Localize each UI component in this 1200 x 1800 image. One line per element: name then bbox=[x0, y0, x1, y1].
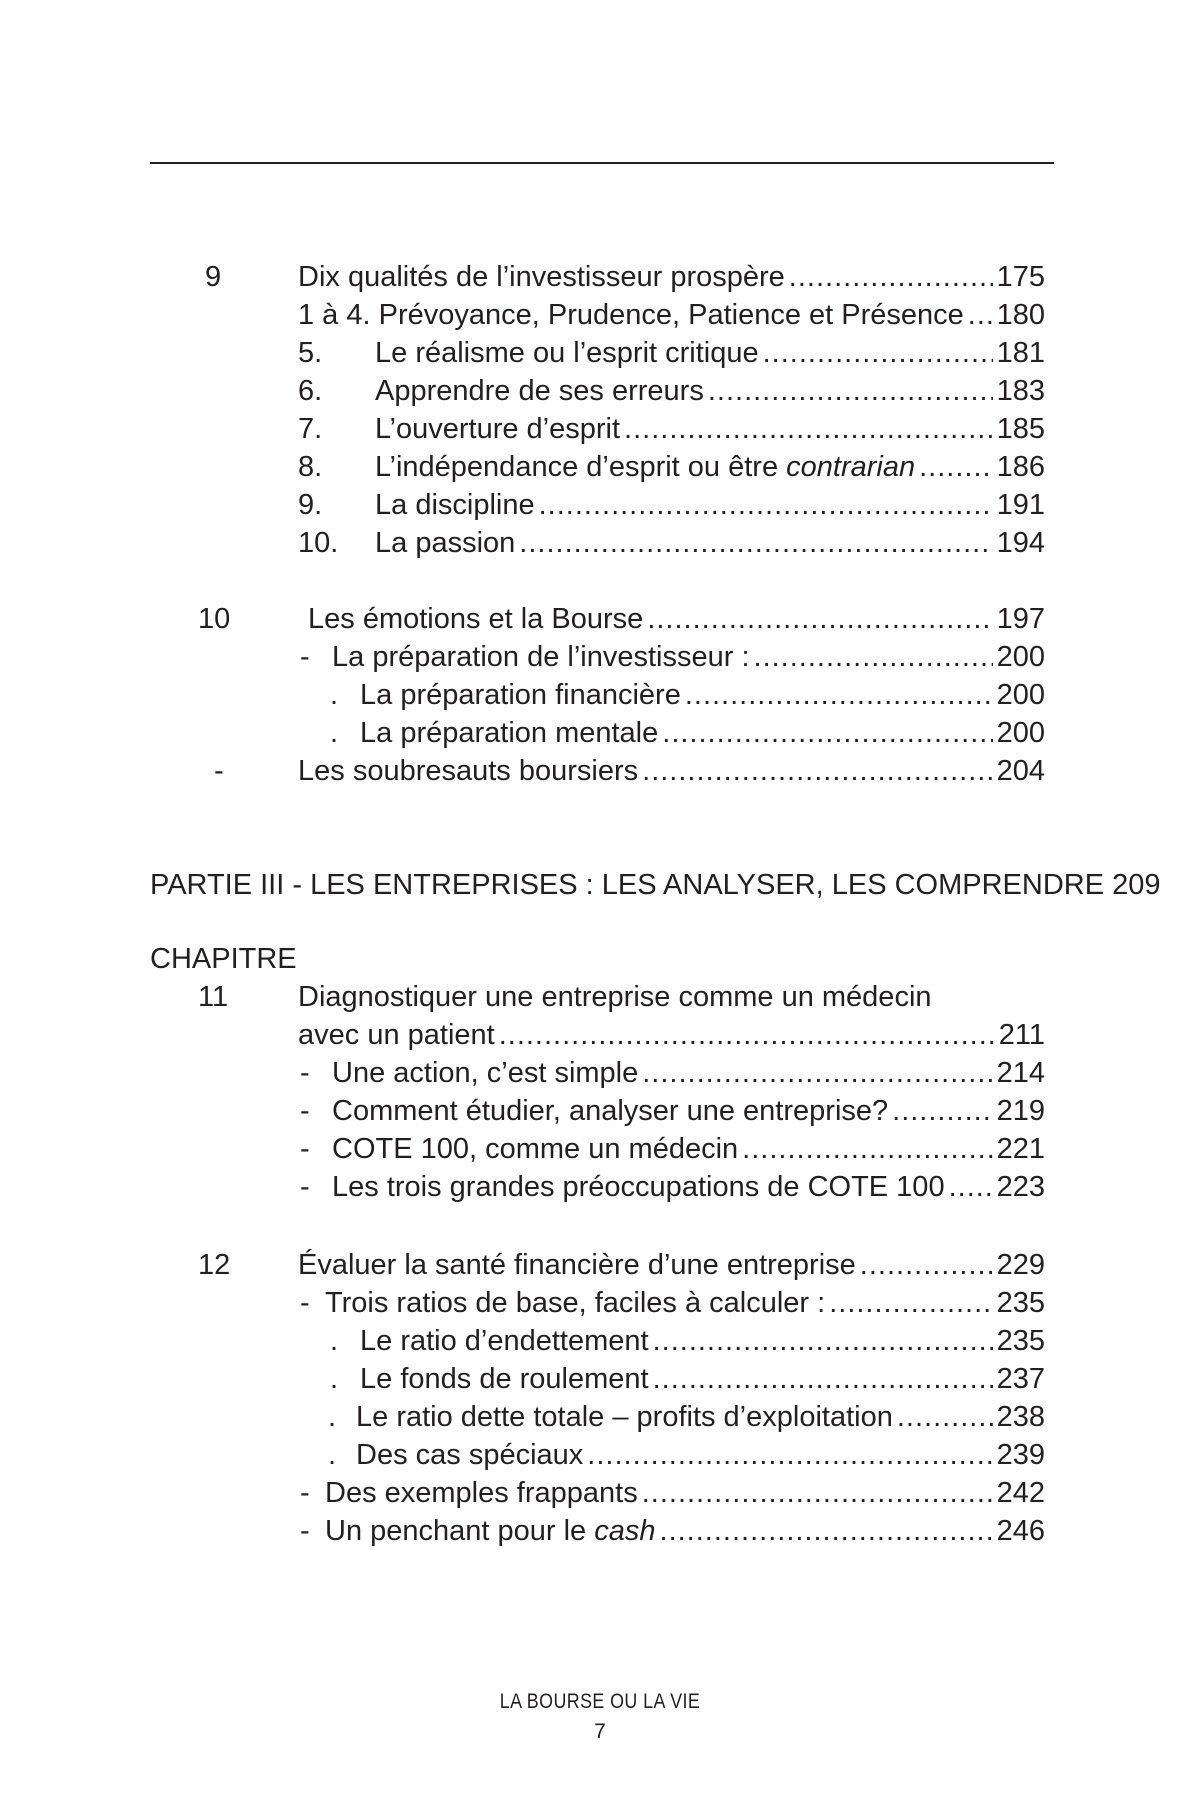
toc-entry-title: La préparation mentale bbox=[360, 717, 659, 749]
toc-entry-page: 200 bbox=[996, 641, 1045, 673]
toc-entry-number: 8. bbox=[298, 451, 323, 483]
toc-entry-11-action[interactable] bbox=[332, 1054, 1045, 1092]
toc-entry-9-10[interactable] bbox=[375, 524, 1045, 562]
toc-entry-number: 7. bbox=[298, 413, 323, 445]
toc-entry-page: 219 bbox=[996, 1095, 1045, 1127]
toc-entry-title: La passion bbox=[375, 527, 516, 559]
toc-entry-chapter-11[interactable] bbox=[298, 1016, 1045, 1054]
toc-entry-title-italic: contrarian bbox=[786, 451, 916, 483]
toc-entry-chapter-10[interactable] bbox=[308, 600, 1045, 638]
toc-entry-9-1[interactable] bbox=[298, 296, 1045, 334]
toc-entry-title bbox=[325, 1512, 656, 1550]
toc-entry-page: 200 bbox=[996, 679, 1045, 711]
dot-leader bbox=[499, 1016, 995, 1054]
dot-leader bbox=[789, 258, 993, 296]
toc-entry-page: 180 bbox=[996, 299, 1045, 331]
toc-entry-page: 214 bbox=[996, 1057, 1045, 1089]
toc-entry-page: 181 bbox=[996, 337, 1045, 369]
toc-entry-marker: - bbox=[300, 1057, 310, 1089]
toc-entry-title: La préparation financière bbox=[360, 679, 681, 711]
toc-entry-11-preoccupations[interactable] bbox=[332, 1168, 1045, 1206]
dot-leader bbox=[653, 1322, 993, 1360]
toc-entry-title: Des exemples frappants bbox=[325, 1477, 638, 1509]
toc-entry-marker: - bbox=[214, 755, 224, 787]
toc-entry-number: 10. bbox=[298, 527, 339, 559]
toc-entry-12-endettement[interactable] bbox=[360, 1322, 1045, 1360]
toc-entry-page: 221 bbox=[996, 1133, 1045, 1165]
footer-book-title: LA BOURSE OU LA VIE bbox=[499, 1690, 701, 1713]
chapitre-label: CHAPITRE bbox=[150, 943, 297, 975]
toc-entry-page: 235 bbox=[996, 1287, 1045, 1319]
dot-leader bbox=[897, 1398, 993, 1436]
toc-entry-page: 235 bbox=[996, 1325, 1045, 1357]
toc-entry-title: Trois ratios de base, faciles à calculer : bbox=[325, 1287, 826, 1319]
toc-entry-title: Des cas spéciaux bbox=[356, 1439, 584, 1471]
toc-entry-10-financiere[interactable] bbox=[360, 676, 1045, 714]
toc-entry-title: Le ratio d’endettement bbox=[360, 1325, 649, 1357]
chapter-10-number: 10 bbox=[198, 603, 231, 635]
toc-entry-marker: - bbox=[300, 1515, 310, 1547]
dot-leader bbox=[685, 676, 993, 714]
toc-entry-page: 185 bbox=[996, 413, 1045, 445]
dot-leader bbox=[919, 448, 993, 486]
toc-entry-title: Les trois grandes préoccupations de COTE 100 bbox=[332, 1171, 945, 1203]
toc-entry-number: 5. bbox=[298, 337, 323, 369]
toc-entry-title: PARTIE III - LES ENTREPRISES : LES ANALYSER, LES COMPRENDRE bbox=[150, 869, 1105, 901]
chapter-9-number: 9 bbox=[205, 261, 222, 293]
toc-entry-title: Les soubresauts boursiers bbox=[298, 755, 639, 787]
toc-entry-9-9[interactable] bbox=[375, 486, 1045, 524]
toc-entry-title: Le fonds de roulement bbox=[360, 1363, 649, 1395]
toc-entry-page: 175 bbox=[996, 261, 1045, 293]
toc-entry-marker: . bbox=[328, 1401, 337, 1433]
toc-entry-title: Le réalisme ou l’esprit critique bbox=[375, 337, 759, 369]
toc-entry-marker: - bbox=[300, 641, 310, 673]
toc-entry-chapter-9[interactable] bbox=[298, 258, 1045, 296]
dot-leader bbox=[624, 410, 993, 448]
dot-leader bbox=[642, 752, 992, 790]
dot-leader bbox=[653, 1360, 993, 1398]
toc-entry-12-cash[interactable] bbox=[325, 1512, 1045, 1550]
dot-leader bbox=[519, 524, 992, 562]
toc-entry-title: La préparation de l’investisseur : bbox=[332, 641, 750, 673]
toc-entry-title: Une action, c’est simple bbox=[332, 1057, 639, 1089]
toc-entry-marker: - bbox=[300, 1133, 310, 1165]
toc-entry-title: 1 à 4. Prévoyance, Prudence, Patience et Présence bbox=[298, 299, 964, 331]
toc-entry-page: 194 bbox=[996, 527, 1045, 559]
dot-leader bbox=[892, 1092, 992, 1130]
toc-entry-page: 229 bbox=[996, 1249, 1045, 1281]
toc-entry-page: 211 bbox=[998, 1019, 1045, 1051]
toc-entry-page: 223 bbox=[996, 1171, 1045, 1203]
toc-entry-marker: - bbox=[300, 1477, 310, 1509]
dot-leader bbox=[708, 372, 993, 410]
toc-entry-10-preparation[interactable] bbox=[332, 638, 1045, 676]
toc-entry-page: 237 bbox=[996, 1363, 1045, 1395]
toc-entry-title: Comment étudier, analyser une entreprise? bbox=[332, 1095, 889, 1127]
dot-leader bbox=[860, 1246, 993, 1284]
toc-entry-page: 209 bbox=[1112, 869, 1161, 901]
toc-entry-part-3[interactable] bbox=[150, 866, 1161, 904]
dot-leader bbox=[662, 714, 992, 752]
toc-entry-number: 9. bbox=[298, 489, 323, 521]
toc-entry-page: 191 bbox=[996, 489, 1045, 521]
dot-leader bbox=[587, 1436, 992, 1474]
dot-leader bbox=[642, 1474, 993, 1512]
toc-entry-title: La discipline bbox=[375, 489, 535, 521]
toc-entry-page: 246 bbox=[996, 1515, 1045, 1547]
dot-leader bbox=[763, 334, 993, 372]
toc-entry-title: Dix qualités de l’investisseur prospère bbox=[298, 261, 785, 293]
toc-entry-page: 186 bbox=[996, 451, 1045, 483]
dot-leader bbox=[949, 1168, 993, 1206]
chapter-11-number: 11 bbox=[198, 981, 229, 1013]
toc-entry-title-start: Un penchant pour le bbox=[325, 1515, 595, 1547]
toc-entry-9-6[interactable] bbox=[375, 372, 1045, 410]
toc-entry-9-5[interactable] bbox=[375, 334, 1045, 372]
dot-leader bbox=[754, 638, 993, 676]
toc-entry-page: 239 bbox=[996, 1439, 1045, 1471]
toc-entry-12-fonds[interactable] bbox=[360, 1360, 1045, 1398]
dot-leader bbox=[742, 1130, 992, 1168]
toc-entry-12-cas[interactable] bbox=[356, 1436, 1045, 1474]
toc-entry-title: COTE 100, comme un médecin bbox=[332, 1133, 739, 1165]
dot-leader bbox=[829, 1284, 992, 1322]
toc-entry-marker: - bbox=[300, 1171, 310, 1203]
toc-entry-title-italic: cash bbox=[594, 1515, 656, 1547]
dot-leader bbox=[647, 600, 992, 638]
toc-entry-marker: - bbox=[300, 1287, 310, 1319]
toc-entry-11-cote100[interactable] bbox=[332, 1130, 1045, 1168]
toc-entry-marker: . bbox=[330, 1363, 339, 1395]
dot-leader bbox=[642, 1054, 992, 1092]
toc-entry-title: avec un patient bbox=[298, 1019, 495, 1051]
dot-leader bbox=[660, 1512, 993, 1550]
toc-entry-marker: - bbox=[300, 1095, 310, 1127]
toc-entry-title: Apprendre de ses erreurs bbox=[375, 375, 704, 407]
toc-entry-marker: . bbox=[330, 679, 339, 711]
dot-leader bbox=[968, 296, 993, 334]
toc-entry-title-start: L’indépendance d’esprit ou être bbox=[375, 451, 787, 483]
toc-entry-page: 197 bbox=[996, 603, 1045, 635]
toc-entry-page: 200 bbox=[996, 717, 1045, 749]
toc-entry-10-soubresauts[interactable] bbox=[298, 752, 1045, 790]
toc-entry-number: 6. bbox=[298, 375, 323, 407]
toc-entry-chapter-11-title-line1[interactable]: Diagnostiquer une entreprise comme un médecin bbox=[298, 981, 932, 1013]
toc-entry-page: 238 bbox=[996, 1401, 1045, 1433]
dot-leader bbox=[539, 486, 993, 524]
toc-entry-10-mentale[interactable] bbox=[360, 714, 1045, 752]
toc-entry-9-7[interactable] bbox=[375, 410, 1045, 448]
toc-entry-title: Évaluer la santé financière d’une entreprise bbox=[298, 1249, 856, 1281]
toc-entry-12-ratios[interactable] bbox=[325, 1284, 1045, 1322]
toc-entry-11-etudier[interactable] bbox=[332, 1092, 1045, 1130]
toc-entry-12-dette[interactable] bbox=[356, 1398, 1045, 1436]
toc-entry-page: 242 bbox=[996, 1477, 1045, 1509]
toc-entry-12-exemples[interactable] bbox=[325, 1474, 1045, 1512]
toc-entry-marker: . bbox=[330, 1325, 339, 1357]
toc-entry-marker: . bbox=[330, 717, 339, 749]
toc-entry-marker: . bbox=[328, 1439, 337, 1471]
toc-entry-title bbox=[375, 448, 915, 486]
toc-entry-9-8[interactable] bbox=[375, 448, 1045, 486]
chapter-12-number: 12 bbox=[198, 1249, 231, 1281]
toc-entry-chapter-12[interactable] bbox=[298, 1246, 1045, 1284]
toc-entry-title: L’ouverture d’esprit bbox=[375, 413, 621, 445]
header-rule bbox=[150, 162, 1054, 164]
toc-entry-page: 183 bbox=[996, 375, 1045, 407]
toc-entry-title: Les émotions et la Bourse bbox=[308, 603, 644, 635]
footer-page-number: 7 bbox=[594, 1720, 606, 1743]
toc-entry-page: 204 bbox=[996, 755, 1045, 787]
toc-entry-title: Le ratio dette totale – profits d’exploitation bbox=[356, 1401, 893, 1433]
